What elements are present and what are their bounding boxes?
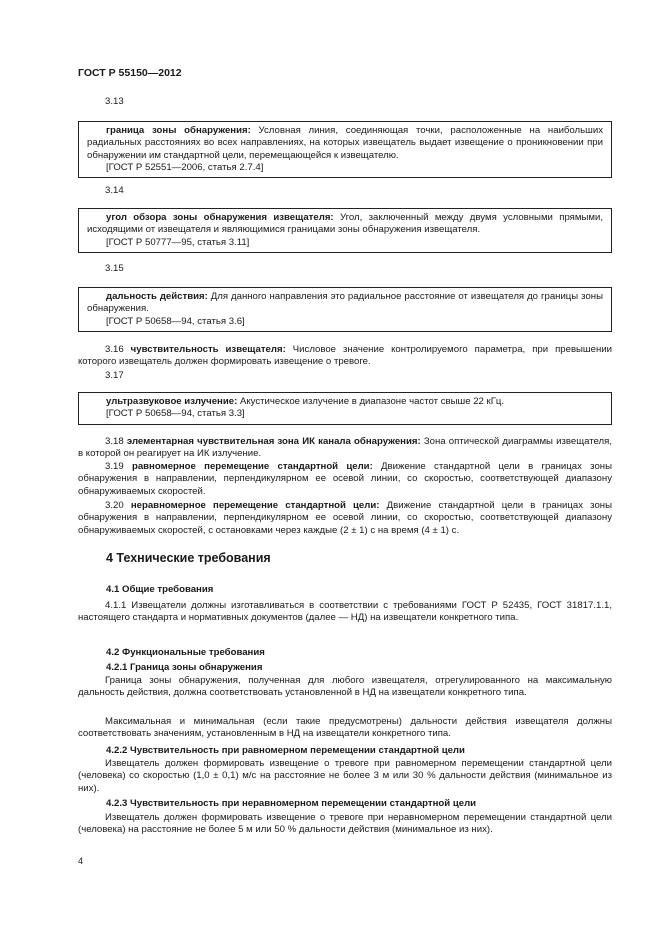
term-text: Числовое значение контролируемого параметра, при превышении которого извещатель должен формировать извещение о тревоге.	[78, 344, 612, 368]
term-text: Движение стандартной цели в границах зоны обнаружения в направлении, перпендикулярном ее осевой линии, со скоростью, соответствующей диапазону обнаруживаемых скоростей, с остановками через каждые (2 ± 1) с на время (4 ± 1) с.	[78, 500, 612, 536]
term-name: дальность действия:	[106, 291, 208, 302]
term-number: 3.17	[105, 370, 124, 381]
term-definition	[87, 212, 603, 237]
term-definition	[87, 125, 603, 162]
term-name: неравномерное перемещение стандартной цели:	[130, 500, 380, 511]
term-name: чувствительность извещателя:	[130, 344, 286, 355]
term-box	[78, 121, 612, 178]
term-text: Для данного направления это радиальное расстояние от извещателя до границы зоны обнаружения.	[87, 291, 603, 315]
term-box	[78, 287, 612, 332]
term-text: Акустическое излучение в диапазоне частот свыше 22 кГц.	[237, 396, 505, 407]
term-name: ультразвуковое излучение:	[106, 396, 238, 407]
term-text: Условная линия, соединяющая точки, расположенные на наибольших радиальных расстояниях во всех направлениях, на которых извещатель выдает извещение о проникновении при обнаружении им стандартной цели, перемещающейся к извещателю.	[87, 125, 603, 161]
term-number: 3.20	[105, 500, 124, 511]
term-box	[78, 392, 612, 425]
term-number: 3.15	[105, 263, 124, 274]
subsection-heading: 4.2 Функциональные требования	[106, 647, 265, 658]
term-box	[78, 208, 612, 253]
subsection-heading: 4.1 Общие требования	[106, 584, 214, 595]
term-paragraph	[78, 344, 612, 369]
term-name: граница зоны обнаружения:	[106, 125, 251, 136]
term-name: равномерное перемещение стандартной цели:	[131, 461, 373, 472]
document-header: ГОСТ Р 55150—2012	[78, 67, 182, 79]
section-heading: 4 Технические требования	[106, 551, 271, 565]
term-reference: [ГОСТ Р 50777—95, статья 3.11]	[106, 236, 250, 248]
term-text: Движение стандартной цели в границах зоны обнаружения в направлении, перпендикулярном ее осевой линии, со скоростью, соответствующей диапазону обнаруживаемых скоростей.	[78, 461, 612, 497]
term-number: 3.18	[105, 436, 124, 447]
term-number: 3.19	[105, 461, 124, 472]
subsection-heading: 4.2.1 Граница зоны обнаружения	[106, 662, 263, 673]
subsection-heading: 4.2.2 Чувствительность при равномерном перемещении стандартной цели	[106, 745, 465, 756]
term-text: Угол, заключенный между двумя условными прямыми, исходящими от извещателя и являющимися границами зоны обнаружения извещателя.	[87, 212, 603, 236]
term-name: угол обзора зоны обнаружения извещателя:	[106, 212, 334, 223]
term-text: Зона оптической диаграммы извещателя, в которой он реагирует на ИК излучение.	[78, 436, 612, 460]
body-paragraph: Граница зоны обнаружения, полученная для любого извещателя, отрегулированного на максимальную дальность действия, должна соответствовать установленной в НД на извещатели конкретного типа.	[78, 675, 612, 699]
term-paragraph	[78, 500, 612, 537]
body-paragraph: Извещатель должен формировать извещение о тревоге при неравномерном перемещении стандартной цели (человека) на расстояние не более 5 м или 50 % дальности действия (минимальное из них).	[78, 812, 612, 836]
term-reference: [ГОСТ Р 50658—94, статья 3.6]	[106, 315, 245, 327]
term-number: 3.14	[105, 185, 124, 196]
term-definition	[87, 396, 603, 408]
term-reference: [ГОСТ Р 52551—2006, статья 2.7.4]	[106, 162, 264, 174]
term-number: 3.13	[105, 96, 124, 107]
page-number: 4	[78, 856, 84, 866]
term-reference: [ГОСТ Р 50658—94, статья 3.3]	[106, 408, 245, 420]
body-paragraph: Максимальная и минимальная (если такие предусмотрены) дальности действия извещателя должны соответствовать значениям, установленным в НД на извещатели конкретного типа.	[78, 716, 612, 740]
term-definition	[87, 291, 603, 316]
term-paragraph	[78, 461, 612, 498]
term-paragraph	[78, 436, 612, 461]
body-paragraph: Извещатель должен формировать извещение о тревоге при равномерном перемещении стандартной цели (человека) со скоростью (1,0 ± 0,1) м/с на расстояние не более 3 м или 30 % дальности действия (минимальное из них).	[78, 758, 612, 794]
body-paragraph: 4.1.1 Извещатели должны изготавливаться в соответствии с требованиями ГОСТ Р 52435, ГОСТ 31817.1.1, настоящего стандарта и нормативных документов (далее — НД) на извещатели конкретного типа.	[78, 600, 612, 624]
term-name: элементарная чувствительная зона ИК канала обнаружения:	[126, 436, 421, 447]
term-number: 3.16	[105, 344, 124, 355]
subsection-heading: 4.2.3 Чувствительность при неравномерном перемещении стандартной цели	[106, 798, 477, 809]
